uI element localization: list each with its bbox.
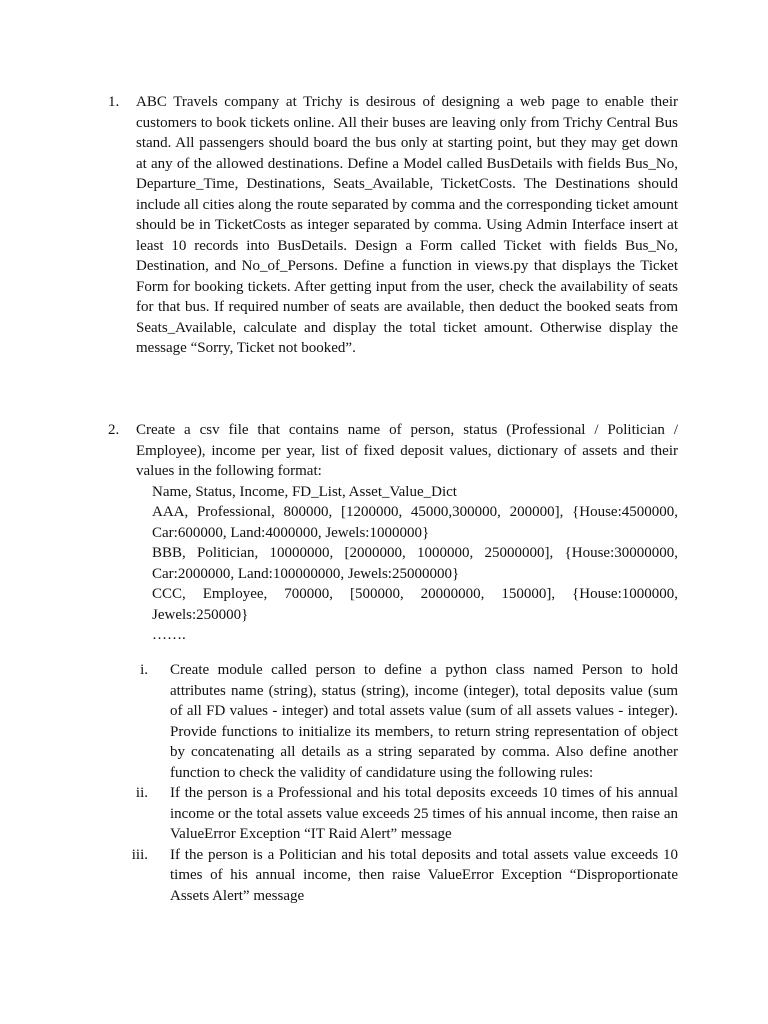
csv-ellipsis: ……. [152, 627, 186, 643]
subitem-text: Create module called person to define a python class named Person to hold attributes name (string), status (string), income (integer), total deposits value (sum of all FD values - integer) and total assets value (sum of all assets values - integer). Provide functions to initialize its members, to return string representation of object by concatenating all details as a string separated by comma. Also define another function to check the validity of candidature using the following rules: [170, 662, 678, 781]
question-number: 2. [108, 422, 120, 438]
subitem-number: i. [140, 662, 148, 678]
subitem-number: iii. [131, 846, 148, 863]
csv-record-line: CCC, Employee, 700000, [500000, 20000000, 150000], {House:1000000, Jewels:250000} [152, 586, 678, 623]
subitem [130, 783, 678, 845]
subitem-number: ii. [135, 785, 148, 801]
subitem [130, 845, 678, 907]
subitem-text: If the person is a Professional and his total deposits exceeds 10 times of his annual income or the total assets value exceeds 25 times of his annual income, then raise an ValueError Exception “IT Raid Alert” message [170, 785, 678, 842]
csv-format-block [152, 482, 678, 646]
csv-record-line: BBB, Politician, 10000000, [2000000, 1000000, 25000000], {House:30000000, Car:2000000, Land:100000000, Jewels:25000000} [152, 545, 678, 582]
csv-record-line: AAA, Professional, 800000, [1200000, 45000,300000, 200000], {House:4500000, Car:600000, Land:4000000, Jewels:1000000} [152, 504, 678, 541]
question-2-intro: Create a csv file that contains name of person, status (Professional / Politician / Employee), income per year, list of fixed deposit values, dictionary of assets and their values in the following format: [136, 422, 678, 479]
csv-header-line: Name, Status, Income, FD_List, Asset_Value_Dict [152, 483, 457, 500]
question-text [136, 420, 678, 482]
question-text [136, 92, 678, 359]
question-2 [108, 420, 678, 646]
question-number: 1. [108, 94, 120, 110]
question-1-body: ABC Travels company at Trichy is desirous of designing a web page to enable their customers to book tickets online. All their buses are leaving only from Trichy Central Bus stand. All passengers should board the bus only at starting point, but they may get down at any of the allowed destinations. Define a Model called BusDetails with fields Bus_No, Departure_Time, Destinations, Seats_Available, TicketCosts. The Destinations should include all cities along the route separated by comma and the corresponding ticket amount should be in TicketCosts as integer separated by comma. Using Admin Interface insert at least 10 records into BusDetails. Design a Form called Ticket with fields Bus_No, Destination, and No_of_Persons. Define a function in views.py that displays the Ticket Form for booking tickets. After getting input from the user, check the availability of seats for that bus. If required number of seats are available, then deduct the booked seats from Seats_Available, calculate and display the total ticket amount. Otherwise display the message “Sorry, Ticket not booked”. [136, 94, 678, 356]
question-1 [108, 92, 678, 359]
subitem-text: If the person is a Politician and his total deposits and total assets value exceeds 10 times of his annual income, then raise ValueError Exception “Disproportionate Assets Alert” message [170, 846, 678, 904]
subitem [130, 660, 678, 783]
question-2-subitems [130, 660, 678, 906]
